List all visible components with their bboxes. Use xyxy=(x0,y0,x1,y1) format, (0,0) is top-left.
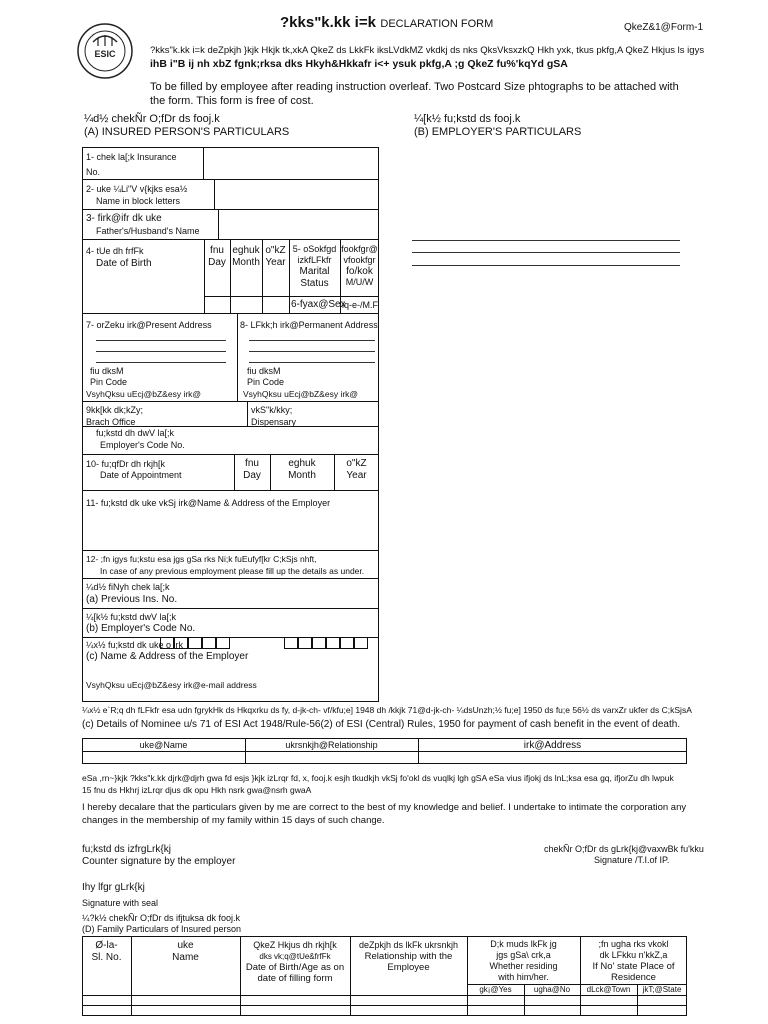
family-col-dob-hindi-1: QkeZ Hkjus dh rkjh[k xyxy=(253,940,337,950)
employer-code-english: Employer's Code No. xyxy=(100,440,185,450)
field-dob-label: 4- tUe dh frfFk xyxy=(86,246,144,256)
nominee-english: (c) Details of Nominee u/s 71 of ESI Act 1948/Rule-56(2) of ESI (Central) Rules, 1950 for payment of cash benefit in the event of death. xyxy=(82,719,681,730)
family-sub-state: jkT;@State xyxy=(642,985,682,994)
seal-signature-hindi: Ihy lfgr gLrk{kj xyxy=(82,882,145,893)
previous-ins-english: (a) Previous Ins. No. xyxy=(86,594,178,605)
marital-opts-hindi-2: vfookfgr xyxy=(343,255,376,265)
svg-text:ESIC: ESIC xyxy=(94,49,116,59)
dispensary-english: Dispensary xyxy=(251,417,297,427)
permanent-address-line-2[interactable] xyxy=(249,351,375,352)
name-input[interactable] xyxy=(216,181,376,207)
page-title xyxy=(280,14,493,32)
family-english: (D) Family Particulars of Insured person xyxy=(82,924,242,934)
form-code: QkeZ&1@Form-1 xyxy=(624,22,704,33)
previous-employer-email: VsyhQksu uEcj@bZ&esy irk@e-mail address xyxy=(86,680,257,690)
family-col-rel-hindi: deZpkjh ds lkFk ukrsnkjh xyxy=(358,940,459,950)
family-col-residing-english-1: Whether residing xyxy=(489,961,558,971)
present-pin-english: Pin Code xyxy=(90,377,128,387)
field-dob-label-2: Date of Birth xyxy=(96,258,152,269)
marital-english-1: Marital xyxy=(299,266,330,277)
family-col-name-hindi: uke xyxy=(177,940,194,951)
appointment-year-hindi: o"kZ xyxy=(346,458,367,469)
field-insurance-no-label: 1- chek la[;k Insurance xyxy=(86,152,177,162)
esic-logo-icon xyxy=(76,22,134,80)
marital-opts-hindi-3: fo/kok xyxy=(346,266,373,277)
employer-name-address-label: 11- fu;kstd dk uke vkSj irk@Name & Address of the Employer xyxy=(86,498,331,508)
section-a-label: (A) INSURED PERSON'S PARTICULARS xyxy=(84,126,290,138)
month-hindi: eghuk xyxy=(232,245,260,256)
marital-opts-english: M/U/W xyxy=(345,277,374,287)
permanent-pin-english: Pin Code xyxy=(247,377,285,387)
marital-english-2: Status xyxy=(300,278,329,289)
present-address-label: 7- orZeku irk@Present Address xyxy=(86,320,212,330)
section-a-hindi: ¼d½ chekÑr O;fDr ds fooj.k xyxy=(84,113,220,125)
year-english: Year xyxy=(265,257,286,268)
branch-office-english: Brach Office xyxy=(86,417,136,427)
previous-employer-name-hindi: ¼x½ fu;kstd dk uke o irk xyxy=(86,640,184,650)
family-sub-no: ugha@No xyxy=(533,985,571,994)
esic-logo xyxy=(76,22,134,80)
field-name-label: 2- uke ¼Li"V v{kjks esa½ xyxy=(86,184,188,194)
previous-employer-name-english: (c) Name & Address of the Employer xyxy=(86,651,249,662)
intro-english: To be filled by employee after reading instruction overleaf. Two Postcard Size phtographs to be attached with the form. This form is free of cost. xyxy=(150,81,679,107)
declaration-english-2: changes in the membership of my family within 15 days of such change. xyxy=(82,815,385,826)
present-address-line-3[interactable] xyxy=(96,362,226,363)
day-english: Day xyxy=(208,257,226,268)
nominee-col-relationship: ukrsnkjh@Relationship xyxy=(285,740,378,750)
family-col-place-english-2: Residence xyxy=(611,972,656,983)
appointment-month-hindi: eghuk xyxy=(288,458,316,469)
field-father-label-2: Father's/Husband's Name xyxy=(96,226,200,236)
year-hindi: o"kZ xyxy=(265,245,286,256)
previous-employment-english: In case of any previous employment please fill up the details as under. xyxy=(100,566,365,576)
appointment-hindi: 10- fu;qfDr dh rkjh[k xyxy=(86,459,166,469)
employer-particulars-line-3[interactable] xyxy=(412,265,680,266)
section-b-label: (B) EMPLOYER'S PARTICULARS xyxy=(414,126,582,138)
field-name-label-2: Name in block letters xyxy=(96,196,181,206)
family-col-residing-hindi-1: D;k muds lkFk jg xyxy=(490,939,557,949)
previous-code-english: (b) Employer's Code No. xyxy=(86,623,196,634)
dispensary-hindi: vkS"k/kky; xyxy=(251,405,293,415)
present-address-line-1[interactable] xyxy=(96,340,226,341)
permanent-address-label: 8- LFkk;h irk@Permanent Address xyxy=(240,320,378,330)
declaration-english-1: I hereby decalare that the particulars given by me are correct to the best of my knowledge and belief. I undertake to intimate the corporation any xyxy=(82,802,687,813)
previous-employment-hindi: 12- ;fn igys fu;kstu esa jgs gSa rks Ni;k fuEufyf[kr C;kSjs nhft, xyxy=(86,554,317,564)
family-col-residing-hindi-2: jgs gSa\ crk,a xyxy=(496,950,551,960)
field-insurance-no-label-2: No. xyxy=(86,167,101,177)
family-row-input[interactable] xyxy=(84,997,684,1014)
previous-ins-hindi: ¼d½ fiNyh chek la[;k xyxy=(86,582,170,592)
family-col-residing-english-2: with him/her. xyxy=(498,972,549,982)
employer-name-address-input[interactable] xyxy=(86,512,376,548)
family-col-sl-english: Sl. No. xyxy=(91,952,122,963)
permanent-pin-hindi: fiu dksM xyxy=(247,366,281,376)
day-hindi: fnu xyxy=(210,245,224,256)
employer-code-hindi: fu;kstd dh dwV la[;k xyxy=(96,428,175,438)
family-sub-town: dLck@Town xyxy=(586,985,631,994)
family-sub-yes: gk¡@Yes xyxy=(479,985,512,994)
employer-particulars-line-1[interactable] xyxy=(412,240,680,241)
branch-office-hindi: 9kk[kk dk;kZy; xyxy=(86,405,144,415)
sex-values: iq-e-/M.F xyxy=(342,300,378,310)
month-english: Month xyxy=(232,257,260,268)
family-col-place-hindi-2: dk LFkku n'kkZ,a xyxy=(599,950,668,960)
family-col-place-hindi-1: ;fn ugha rks vkokl xyxy=(598,939,669,949)
nominee-col-name: uke@Name xyxy=(139,740,188,750)
ip-signature-hindi: chekÑr O;fDr ds gLrk{kj@vaxwBk fu'kku xyxy=(544,844,704,854)
present-address-line-2[interactable] xyxy=(96,351,226,352)
marital-opts-hindi-1: fookfgr@ xyxy=(341,244,378,254)
permanent-address-line-1[interactable] xyxy=(249,340,375,341)
appointment-day-hindi: fnu xyxy=(245,458,259,469)
intro-hindi-1: ?kks"k.kk i=k deZpkjh }kjk Hkjk tk,xkA QkeZ ds LkkFk iksLVdkMZ vkdkj ds nks QksVksxzkQ Hkh yxk, tkus pkfg,A QkeZ Hkjus ls igys xyxy=(150,45,705,56)
family-col-dob-english-1: Date of Birth/Age as on xyxy=(245,962,345,973)
employer-code-boxes[interactable] xyxy=(160,637,374,649)
family-col-dob-hindi-2: dks vk;q@tUe&frfFk xyxy=(259,952,331,961)
employer-countersign-english: Counter signature by the employer xyxy=(82,856,236,867)
nominee-col-address: irk@Address xyxy=(523,740,582,751)
title-hindi: ?kks"k.kk i=k xyxy=(280,14,376,31)
title-english: DECLARATION FORM xyxy=(380,18,494,30)
permanent-address-line-3[interactable] xyxy=(249,362,375,363)
sex-label: 6-fyax@Sex xyxy=(291,299,346,310)
previous-code-hindi: ¼[k½ fu;kstd dwV la[;k xyxy=(86,612,177,622)
employer-countersign-hindi: fu;kstd ds izfrgLrk{kj xyxy=(82,844,171,855)
family-col-place-english-1: If No' state Place of xyxy=(592,961,675,972)
appointment-month-english: Month xyxy=(288,470,316,481)
intro-hindi-2: ihB i"B ij nh xbZ fgnk;rksa dks Hkyh&Hkkafr i<+ ysuk pkfg,A ;g QkeZ fu%'kqYd gSA xyxy=(150,58,568,70)
present-email-label: VsyhQksu uEcj@bZ&esy irk@ xyxy=(86,389,202,399)
family-hindi: ¼?k½ chekÑr O;fDr ds ifjtuksa dk fooj.k xyxy=(82,913,241,923)
appointment-year-english: Year xyxy=(346,470,367,481)
family-col-rel-english-1: Relationship with the xyxy=(364,951,453,962)
marital-hindi-2: izkfLFkfr xyxy=(297,255,332,265)
insurance-no-input[interactable] xyxy=(205,149,377,177)
family-col-name-english: Name xyxy=(172,952,199,963)
ip-signature-english: Signature /T.I.of IP. xyxy=(594,855,670,865)
employer-particulars-line-2[interactable] xyxy=(412,252,680,253)
seal-signature-english: Signature with seal xyxy=(82,898,159,908)
declaration-hindi-2: 15 fnu ds Hkhrj izLrqr djus dk opu Hkh nsrk gwa@nsrh gwaA xyxy=(82,785,312,795)
field-father-label: 3- firk@ifr dk uke xyxy=(86,213,162,224)
family-col-dob-english-2: date of filling form xyxy=(257,973,333,984)
permanent-email-label: VsyhQksu uEcj@bZ&esy irk@ xyxy=(243,389,359,399)
present-pin-hindi: fiu dksM xyxy=(90,366,124,376)
nominee-hindi: ¼x½ e`R;q dh fLFkfr esa udn fgrykHk ds Hkqxrku ds fy, d-jk-ch- vf/kfu;e] 1948 dh /kkjk 71@d-jk-ch- ¼dsUnzh;½ fu;e] 1950 ds fu;e 56½ ds varxZr ukfer ds C;kSjsA xyxy=(82,705,692,715)
family-col-sl-hindi: Ø-la- xyxy=(95,940,118,951)
appointment-day-english: Day xyxy=(243,470,261,481)
nominee-row-input[interactable] xyxy=(84,753,684,763)
section-b-hindi: ¼[k½ fu;kstd ds fooj.k xyxy=(414,113,521,125)
marital-hindi-1: 5- oSokfgd xyxy=(292,244,337,254)
declaration-hindi-1: eSa ,rn~}kjk ?kks"k.kk djrk@djrh gwa fd esjs }kjk izLrqr fd, x, fooj.k esjh tkudkjh vkSj fo'okl ds vuqlkj lgh gSA eSa vius ifjokj ds lnL;ksa esa gq, ifjorZu dh lwpuk xyxy=(82,773,674,783)
father-name-input[interactable] xyxy=(220,211,376,237)
family-col-rel-english-2: Employee xyxy=(387,962,430,973)
appointment-english: Date of Appointment xyxy=(100,470,182,480)
